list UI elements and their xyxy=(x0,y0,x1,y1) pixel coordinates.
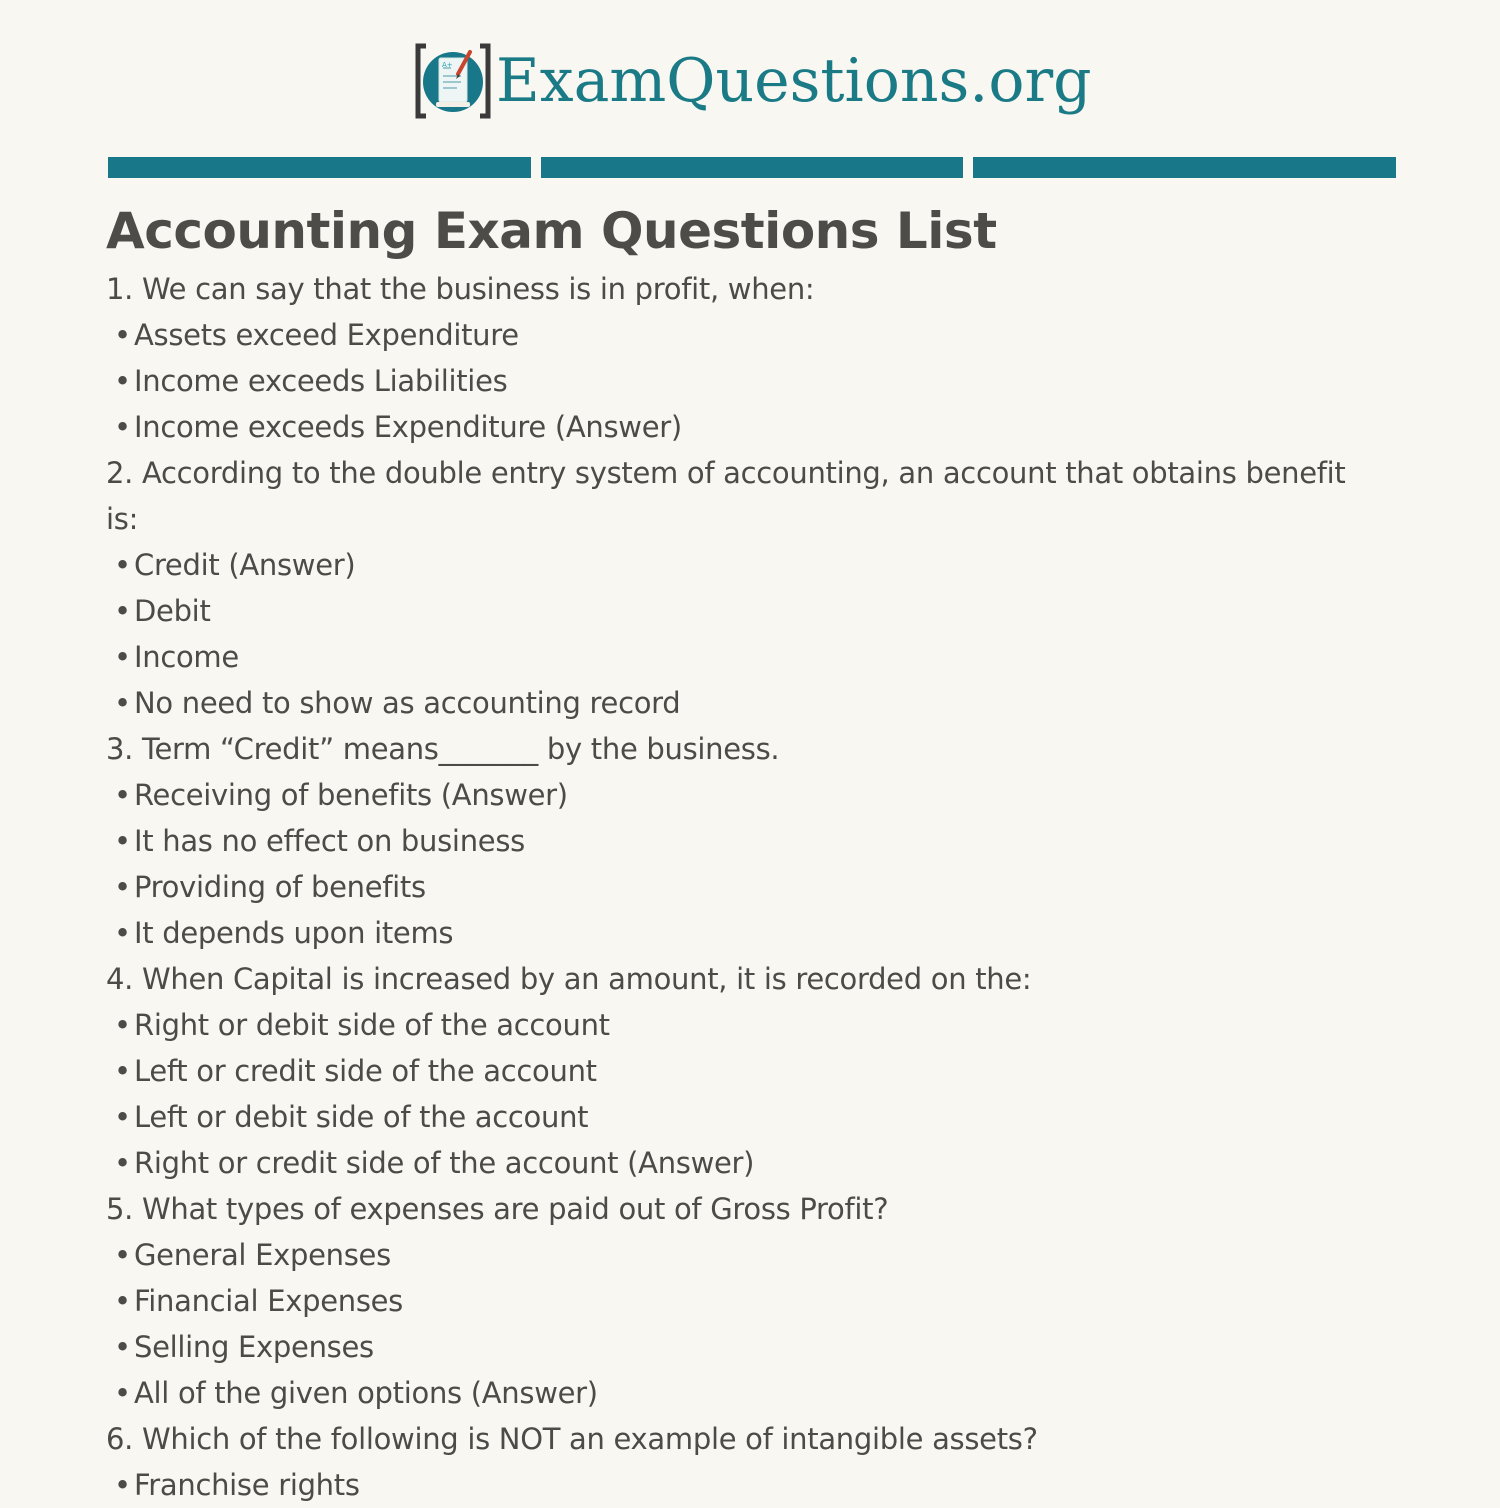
bullet-icon: • xyxy=(114,686,131,720)
bullet-icon: • xyxy=(114,1330,131,1364)
divider-segment xyxy=(973,157,1396,178)
answer-option xyxy=(106,404,1366,450)
bullet-icon: • xyxy=(114,824,131,858)
answer-option-label: Assets exceed Expenditure xyxy=(134,318,519,352)
answer-option-label: No need to show as accounting record xyxy=(134,686,681,720)
bullet-icon: • xyxy=(114,1238,131,1272)
answer-option xyxy=(106,1370,1366,1416)
answer-option xyxy=(106,1278,1366,1324)
bullet-icon: • xyxy=(114,870,131,904)
answer-option xyxy=(106,818,1366,864)
answer-option xyxy=(106,634,1366,680)
answer-option-label: Credit (Answer) xyxy=(134,548,356,582)
bullet-icon: • xyxy=(114,548,131,582)
bullet-icon: • xyxy=(114,1008,131,1042)
bullet-icon: • xyxy=(114,1376,131,1410)
answer-option xyxy=(106,772,1366,818)
exam-sheet-icon xyxy=(414,42,492,120)
answer-option xyxy=(106,542,1366,588)
answer-option-label: Income exceeds Liabilities xyxy=(134,364,508,398)
answer-option-label: All of the given options (Answer) xyxy=(134,1376,598,1410)
answer-option-label: General Expenses xyxy=(134,1238,391,1272)
answer-option-label: Left or credit side of the account xyxy=(134,1054,597,1088)
svg-text:A+: A+ xyxy=(442,61,453,69)
answer-option-label: Financial Expenses xyxy=(134,1284,403,1318)
answer-option xyxy=(106,864,1366,910)
answer-option-label: Franchise rights xyxy=(134,1468,360,1502)
question-text: 1. We can say that the business is in profit, when: xyxy=(106,272,815,306)
answer-option-label: Providing of benefits xyxy=(134,870,426,904)
question-list xyxy=(106,266,1366,1508)
bullet-icon: • xyxy=(114,1054,131,1088)
question-text: 5. What types of expenses are paid out of Gross Profit? xyxy=(106,1192,889,1226)
answer-option xyxy=(106,588,1366,634)
bullet-icon: • xyxy=(114,318,131,352)
bullet-icon: • xyxy=(114,1468,131,1502)
answer-option-label: It depends upon items xyxy=(134,916,454,950)
main-content xyxy=(106,196,1366,1508)
site-logo-text: ExamQuestions.org xyxy=(496,46,1092,116)
answer-option xyxy=(106,1002,1366,1048)
bullet-icon: • xyxy=(114,594,131,628)
answer-option-label: Debit xyxy=(134,594,211,628)
page-title: Accounting Exam Questions List xyxy=(106,202,997,260)
answer-option-label: Income exceeds Expenditure (Answer) xyxy=(134,410,682,444)
bullet-icon: • xyxy=(114,410,131,444)
answer-option xyxy=(106,910,1366,956)
answer-option xyxy=(106,1094,1366,1140)
divider-segment xyxy=(108,157,531,178)
bullet-icon: • xyxy=(114,1100,131,1134)
answer-option xyxy=(106,312,1366,358)
answer-option xyxy=(106,1048,1366,1094)
bullet-icon: • xyxy=(114,916,131,950)
bullet-icon: • xyxy=(114,364,131,398)
answer-option xyxy=(106,1462,1366,1508)
site-header xyxy=(0,40,1500,130)
bullet-icon: • xyxy=(114,1284,131,1318)
bullet-icon: • xyxy=(114,640,131,674)
answer-option-label: Right or debit side of the account xyxy=(134,1008,610,1042)
bullet-icon: • xyxy=(114,778,131,812)
answer-option xyxy=(106,358,1366,404)
site-logo[interactable] xyxy=(414,42,1092,120)
answer-option xyxy=(106,1324,1366,1370)
question-text: 4. When Capital is increased by an amount, it is recorded on the: xyxy=(106,962,1032,996)
question-text: 2. According to the double entry system of accounting, an account that obtains benefit is: xyxy=(106,456,1346,536)
answer-option-label: Receiving of benefits (Answer) xyxy=(134,778,568,812)
question-text: 6. Which of the following is NOT an example of intangible assets? xyxy=(106,1422,1038,1456)
answer-option-label: Right or credit side of the account (Answer) xyxy=(134,1146,755,1180)
answer-option xyxy=(106,680,1366,726)
answer-option-label: Income xyxy=(134,640,239,674)
answer-option-label: Left or debit side of the account xyxy=(134,1100,589,1134)
answer-option xyxy=(106,1232,1366,1278)
bullet-icon: • xyxy=(114,1146,131,1180)
divider-segment xyxy=(541,157,964,178)
header-divider xyxy=(108,157,1396,178)
answer-option xyxy=(106,1140,1366,1186)
answer-option-label: Selling Expenses xyxy=(134,1330,374,1364)
answer-option-label: It has no effect on business xyxy=(134,824,525,858)
question-text: 3. Term “Credit” means_______ by the business. xyxy=(106,732,780,766)
